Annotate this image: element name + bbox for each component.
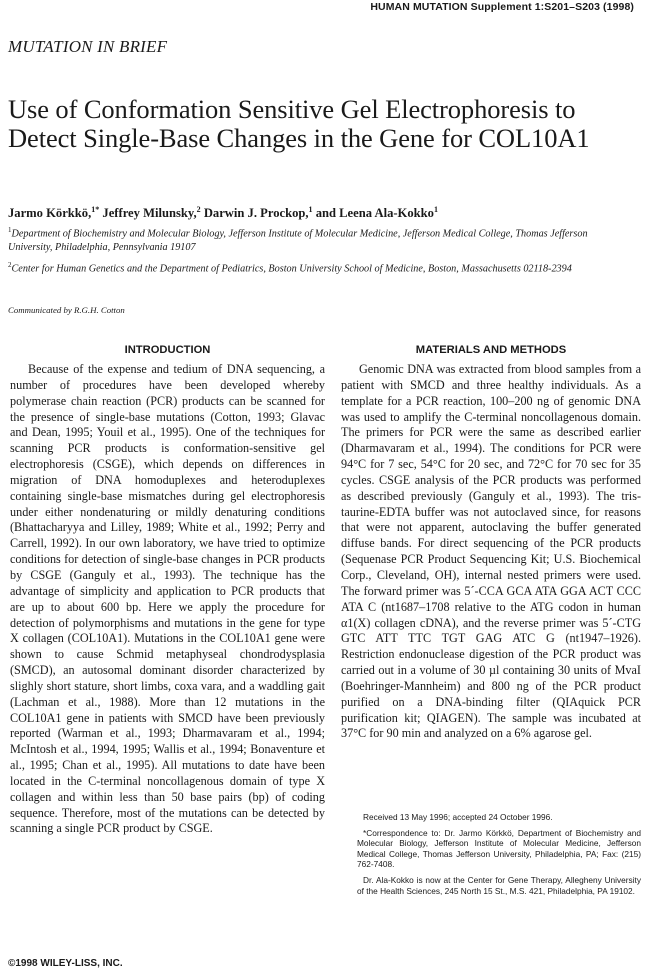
introduction-heading: INTRODUCTION bbox=[124, 344, 211, 356]
article-title: Use of Conformation Sensitive Gel Electrophoresis to Detect Single-Base Changes in the Gene for COL10A1 bbox=[8, 94, 590, 153]
author-name: and Leena Ala-Kokko bbox=[315, 206, 434, 221]
author-affiliation-marker: 1* bbox=[91, 205, 100, 214]
author-name: Jarmo Körkkö, bbox=[8, 206, 92, 221]
author-affiliation-marker: 1 bbox=[433, 205, 438, 214]
affiliation-marker: 1 bbox=[8, 226, 12, 234]
footnotes bbox=[357, 812, 641, 901]
methods-paragraph: Genomic DNA was extracted from blood samples from a patient with SMCD and three healthy individuals. As a template for a PCR reaction, 100–200 ng of genomic DNA was used to amplify the C-terminal noncollagenous domain. The primers for PCR were the same as described earlier (Dharmavaram et al., 1994). The conditions for PCR were 94°C for 7 sec, 54°C for 20 sec, and 72°C for 70 sec for 35 cycles. CSGE analysis of the PCR products was performed as described previously (Ganguly et al., 1993). The tris-taurine-EDTA buffer was not autoclaved since, for reasons that were not apparent, autoclaving the buffer generated diffuse bands. For direct sequencing of the PCR products (Sequenase PCR Product Sequencing Kit; U.S. Biochemical Corp., Cleveland, OH), internal nested primers were used. The forward primer was 5´-CCA GCA ATA GGA ACT CCC ATA C (nt1687–1708 relative to the ATG codon in human α1(X) collagen cDNA), and the reverse primer was 5´-CTG GTC ATT TTC TGT GAG ATC G (nt1947–1926). Restriction endonuclease digestion of the PCR product was carried out in a volume of 30 µl containing 30 units of MvaI (Boehringer-Mannheim) and 800 ng of the PCR product purified on a DNA-binding filter (QIAquick PCR purification kit; QIAGEN). The sample was incubated at 37°C for 90 min and analyzed on a 6% agarose gel. bbox=[341, 362, 641, 741]
methods-heading: MATERIALS AND METHODS bbox=[415, 344, 567, 356]
journal-citation: HUMAN MUTATION Supplement 1:S201–S203 (1998) bbox=[370, 1, 634, 13]
copyright-notice: ©1998 WILEY-LISS, INC. bbox=[8, 958, 123, 969]
affiliation-marker: 2 bbox=[8, 261, 12, 269]
introduction-paragraph: Because of the expense and tedium of DNA sequencing, a number of procedures have been developed whereby polymerase chain reaction (PCR) products can be scanned for the presence of single-base mutations (Cotton, 1993; Glavac and Dean, 1995; Youil et al., 1995). One of the techniques for scanning PCR products is conformation-sensitive gel electrophoresis (CSGE), which depends on differences in migration of DNA homoduplexes and heteroduplexes containing single-base mismatches during gel electrophoresis under either nondenaturing or mildly denaturing conditions (Bhattacharyya and Lilley, 1989; White et al., 1992; Perry and Carrell, 1992). In our own laboratory, we have tried to optimize conditions for detection of single-base changes in PCR products by CSGE (Ganguly et al., 1993). The technique has the advantage of simplicity and application to PCR products that are up to about 600 bp. Here we apply the procedure for detection of polymorphisms and mutations in the gene for type X collagen (COL10A1). Mutations in the COL10A1 gene were shown to cause Schmid metaphyseal chondrodysplasia (SMCD), an autosomal dominant disorder characterized by slighly short stature, short limbs, coxa vara, and a waddling gait (Lachman et al., 1988). More than 12 mutations in the COL10A1 gene in patients with SMCD have been previously reported (Warman et al., 1993; Dharmavaram et al., 1994; McIntosh et al., 1994, 1995; Wallis et al., 1994; Bonaventure et al., 1995; Chan et al., 1995). All mutations to date have been located in the C-terminal noncollagenous domain of type X collagen and within less than 50 base pairs (bp) of coding sequence. Therefore, most of the mutations can be detected by scanning a single PCR product by CSGE. bbox=[10, 362, 325, 836]
author-name: Darwin J. Prockop, bbox=[203, 206, 309, 221]
communicated-by: Communicated by R.G.H. Cotton bbox=[8, 305, 125, 315]
author-affiliation-marker: 2 bbox=[196, 205, 201, 214]
author-name: Jeffrey Milunsky, bbox=[102, 206, 197, 221]
received-note: Received 13 May 1996; accepted 24 October 1996. bbox=[363, 812, 553, 822]
section-label: MUTATION IN BRIEF bbox=[8, 37, 168, 56]
right-column bbox=[341, 343, 641, 742]
affiliation-2 bbox=[8, 259, 628, 276]
left-column bbox=[10, 343, 325, 837]
address-note: Dr. Ala-Kokko is now at the Center for Gene Therapy, Allegheny University of the Health Sciences, 245 North 15 St., M.S. 421, Philadelphia, PA 19102. bbox=[357, 874, 641, 896]
author-affiliation-marker: 1 bbox=[308, 205, 313, 214]
author-list bbox=[8, 205, 438, 221]
affiliation-text: Department of Biochemistry and Molecular Biology, Jefferson Institute of Molecular Medicine, Jefferson Medical College, Thomas Jefferson University, Philadelphia, Pennsylvania 19107 bbox=[8, 228, 588, 253]
correspondence-note: *Correspondence to: Dr. Jarmo Körkkö, Department of Biochemistry and Molecular Biology, Jefferson Institute of Molecular Medicine, Jefferson Medical College, Thomas Jefferson University, Philadelphia, PA; Fax: (215) 762-7408. bbox=[357, 827, 641, 870]
affiliation-text: Center for Human Genetics and the Department of Pediatrics, Boston University School of Medicine, Boston, Massachusetts 02118-2394 bbox=[11, 263, 572, 275]
affiliation-1 bbox=[8, 224, 628, 254]
